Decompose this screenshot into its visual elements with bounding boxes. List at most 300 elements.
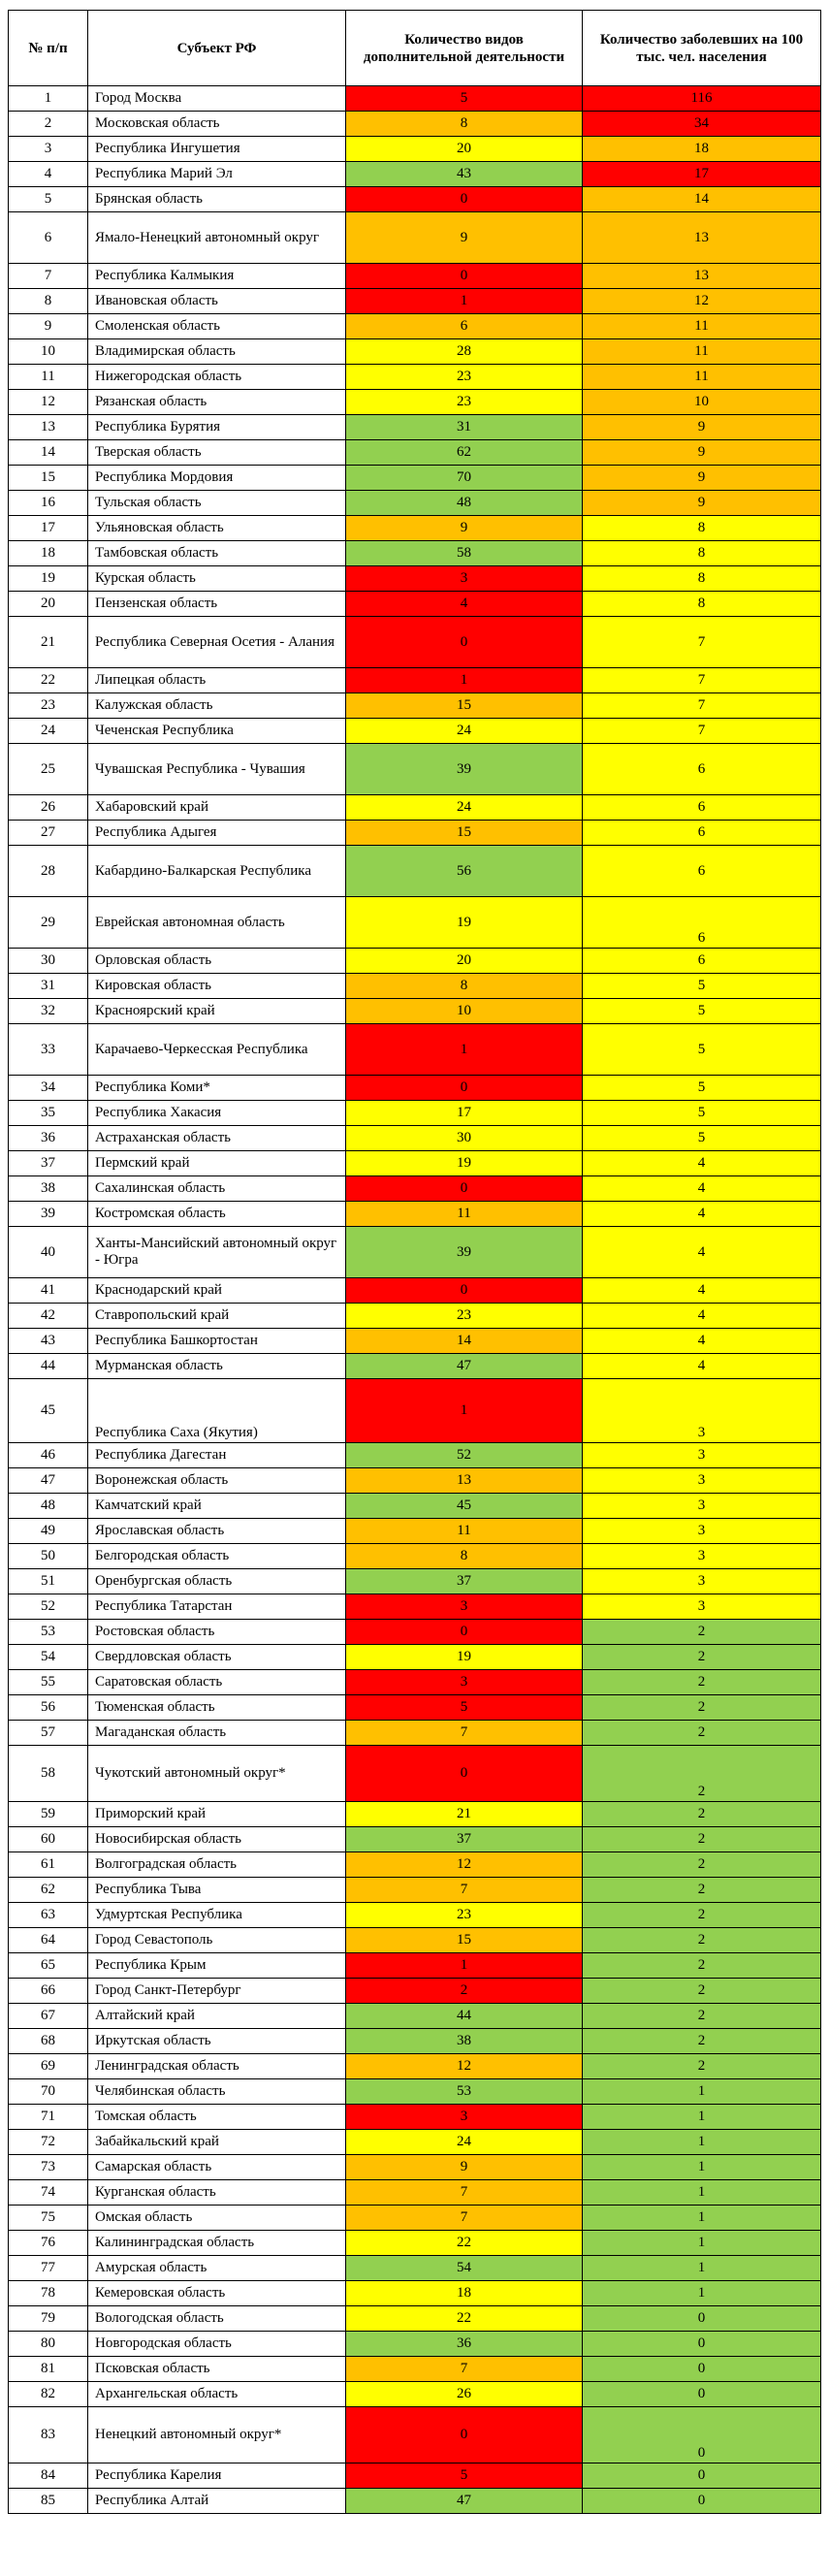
- cases-per-100k: 2: [583, 2029, 821, 2054]
- row-number: 11: [9, 365, 88, 390]
- regions-table-container: [8, 10, 820, 2514]
- cases-per-100k: 9: [583, 466, 821, 491]
- cases-per-100k: 6: [583, 949, 821, 974]
- header-row: [9, 11, 821, 86]
- cases-per-100k: 9: [583, 415, 821, 440]
- activities-count: 24: [346, 795, 583, 821]
- row-number: 33: [9, 1024, 88, 1076]
- table-row: [9, 2054, 821, 2079]
- activities-count: 8: [346, 974, 583, 999]
- table-row: [9, 390, 821, 415]
- row-number: 16: [9, 491, 88, 516]
- row-number: 63: [9, 1903, 88, 1928]
- cases-per-100k: 0: [583, 2382, 821, 2407]
- activities-count: 30: [346, 1126, 583, 1151]
- subject-name: Республика Карелия: [88, 2463, 346, 2489]
- cases-per-100k: 5: [583, 1076, 821, 1101]
- activities-count: 14: [346, 1329, 583, 1354]
- table-row: [9, 1329, 821, 1354]
- subject-name: Брянская область: [88, 187, 346, 212]
- row-number: 85: [9, 2489, 88, 2514]
- table-row: [9, 821, 821, 846]
- table-row: [9, 2332, 821, 2357]
- table-row: [9, 1695, 821, 1721]
- table-row: [9, 2180, 821, 2206]
- row-number: 44: [9, 1354, 88, 1379]
- activities-count: 7: [346, 2180, 583, 2206]
- subject-name: Республика Мордовия: [88, 466, 346, 491]
- row-number: 75: [9, 2206, 88, 2231]
- cases-per-100k: 8: [583, 566, 821, 592]
- activities-count: 0: [346, 1076, 583, 1101]
- table-row: [9, 1101, 821, 1126]
- subject-name: Республика Ингушетия: [88, 137, 346, 162]
- row-number: 73: [9, 2155, 88, 2180]
- cases-per-100k: 2: [583, 1721, 821, 1746]
- cases-per-100k: 2: [583, 1979, 821, 2004]
- cases-per-100k: 11: [583, 365, 821, 390]
- table-row: [9, 2256, 821, 2281]
- subject-name: Костромская область: [88, 1202, 346, 1227]
- activities-count: 21: [346, 1802, 583, 1827]
- subject-name: Курганская область: [88, 2180, 346, 2206]
- header-cases: Количество заболевших на 100 тыс. чел. населения: [583, 11, 821, 86]
- row-number: 84: [9, 2463, 88, 2489]
- cases-per-100k: 4: [583, 1354, 821, 1379]
- cases-per-100k: 5: [583, 999, 821, 1024]
- subject-name: Еврейская автономная область: [88, 897, 346, 949]
- activities-count: 7: [346, 1878, 583, 1903]
- subject-name: Вологодская область: [88, 2306, 346, 2332]
- cases-per-100k: 3: [583, 1468, 821, 1494]
- subject-name: Республика Марий Эл: [88, 162, 346, 187]
- activities-count: 44: [346, 2004, 583, 2029]
- cases-per-100k: 11: [583, 339, 821, 365]
- row-number: 49: [9, 1519, 88, 1544]
- row-number: 48: [9, 1494, 88, 1519]
- table-row: [9, 1126, 821, 1151]
- row-number: 60: [9, 1827, 88, 1852]
- subject-name: Ивановская область: [88, 289, 346, 314]
- subject-name: Чукотский автономный округ*: [88, 1746, 346, 1802]
- activities-count: 37: [346, 1827, 583, 1852]
- activities-count: 10: [346, 999, 583, 1024]
- row-number: 19: [9, 566, 88, 592]
- activities-count: 47: [346, 2489, 583, 2514]
- table-row: [9, 1519, 821, 1544]
- row-number: 14: [9, 440, 88, 466]
- table-row: [9, 617, 821, 668]
- activities-count: 47: [346, 1354, 583, 1379]
- activities-count: 13: [346, 1468, 583, 1494]
- activities-count: 12: [346, 2054, 583, 2079]
- row-number: 36: [9, 1126, 88, 1151]
- subject-name: Астраханская область: [88, 1126, 346, 1151]
- activities-count: 9: [346, 212, 583, 264]
- table-row: [9, 516, 821, 541]
- subject-name: Липецкая область: [88, 668, 346, 693]
- table-row: [9, 1953, 821, 1979]
- activities-count: 1: [346, 1953, 583, 1979]
- table-row: [9, 112, 821, 137]
- regions-table: [8, 10, 821, 2514]
- subject-name: Камчатский край: [88, 1494, 346, 1519]
- activities-count: 2: [346, 1979, 583, 2004]
- table-row: [9, 1024, 821, 1076]
- table-row: [9, 2281, 821, 2306]
- subject-name: Новосибирская область: [88, 1827, 346, 1852]
- subject-name: Красноярский край: [88, 999, 346, 1024]
- table-row: [9, 1569, 821, 1594]
- subject-name: Архангельская область: [88, 2382, 346, 2407]
- row-number: 78: [9, 2281, 88, 2306]
- row-number: 70: [9, 2079, 88, 2105]
- row-number: 31: [9, 974, 88, 999]
- cases-per-100k: 13: [583, 212, 821, 264]
- row-number: 68: [9, 2029, 88, 2054]
- table-row: [9, 1645, 821, 1670]
- row-number: 55: [9, 1670, 88, 1695]
- subject-name: Сахалинская область: [88, 1176, 346, 1202]
- table-row: [9, 314, 821, 339]
- cases-per-100k: 2: [583, 1802, 821, 1827]
- subject-name: Республика Коми*: [88, 1076, 346, 1101]
- row-number: 9: [9, 314, 88, 339]
- table-row: [9, 137, 821, 162]
- table-row: [9, 162, 821, 187]
- row-number: 28: [9, 846, 88, 897]
- activities-count: 53: [346, 2079, 583, 2105]
- subject-name: Калужская область: [88, 693, 346, 719]
- subject-name: Чеченская Республика: [88, 719, 346, 744]
- table-row: [9, 1151, 821, 1176]
- subject-name: Краснодарский край: [88, 1278, 346, 1304]
- table-row: [9, 1468, 821, 1494]
- subject-name: Республика Дагестан: [88, 1443, 346, 1468]
- subject-name: Кабардино-Балкарская Республика: [88, 846, 346, 897]
- cases-per-100k: 3: [583, 1594, 821, 1620]
- table-row: [9, 2357, 821, 2382]
- cases-per-100k: 6: [583, 897, 821, 949]
- row-number: 42: [9, 1304, 88, 1329]
- subject-name: Ростовская область: [88, 1620, 346, 1645]
- cases-per-100k: 8: [583, 541, 821, 566]
- subject-name: Тюменская область: [88, 1695, 346, 1721]
- subject-name: Республика Тыва: [88, 1878, 346, 1903]
- row-number: 45: [9, 1379, 88, 1443]
- table-row: [9, 2029, 821, 2054]
- subject-name: Свердловская область: [88, 1645, 346, 1670]
- cases-per-100k: 5: [583, 1101, 821, 1126]
- activities-count: 12: [346, 1852, 583, 1878]
- activities-count: 8: [346, 1544, 583, 1569]
- cases-per-100k: 2: [583, 2054, 821, 2079]
- row-number: 29: [9, 897, 88, 949]
- row-number: 38: [9, 1176, 88, 1202]
- subject-name: Ульяновская область: [88, 516, 346, 541]
- subject-name: Забайкальский край: [88, 2130, 346, 2155]
- table-row: [9, 2130, 821, 2155]
- activities-count: 11: [346, 1202, 583, 1227]
- activities-count: 20: [346, 949, 583, 974]
- cases-per-100k: 0: [583, 2306, 821, 2332]
- activities-count: 18: [346, 2281, 583, 2306]
- cases-per-100k: 1: [583, 2281, 821, 2306]
- row-number: 22: [9, 668, 88, 693]
- row-number: 39: [9, 1202, 88, 1227]
- cases-per-100k: 8: [583, 516, 821, 541]
- subject-name: Удмуртская Республика: [88, 1903, 346, 1928]
- table-row: [9, 365, 821, 390]
- activities-count: 7: [346, 2206, 583, 2231]
- table-row: [9, 897, 821, 949]
- table-row: [9, 1802, 821, 1827]
- subject-name: Магаданская область: [88, 1721, 346, 1746]
- activities-count: 19: [346, 1151, 583, 1176]
- cases-per-100k: 2: [583, 1878, 821, 1903]
- cases-per-100k: 1: [583, 2180, 821, 2206]
- subject-name: Белгородская область: [88, 1544, 346, 1569]
- table-row: [9, 187, 821, 212]
- row-number: 80: [9, 2332, 88, 2357]
- row-number: 54: [9, 1645, 88, 1670]
- activities-count: 0: [346, 1176, 583, 1202]
- activities-count: 15: [346, 821, 583, 846]
- table-row: [9, 1670, 821, 1695]
- row-number: 71: [9, 2105, 88, 2130]
- activities-count: 1: [346, 1024, 583, 1076]
- row-number: 18: [9, 541, 88, 566]
- row-number: 34: [9, 1076, 88, 1101]
- subject-name: Республика Адыгея: [88, 821, 346, 846]
- activities-count: 0: [346, 2407, 583, 2463]
- table-row: [9, 668, 821, 693]
- cases-per-100k: 0: [583, 2357, 821, 2382]
- activities-count: 5: [346, 1695, 583, 1721]
- table-row: [9, 1076, 821, 1101]
- row-number: 5: [9, 187, 88, 212]
- activities-count: 0: [346, 1278, 583, 1304]
- activities-count: 24: [346, 719, 583, 744]
- subject-name: Московская область: [88, 112, 346, 137]
- table-row: [9, 566, 821, 592]
- subject-name: Хабаровский край: [88, 795, 346, 821]
- cases-per-100k: 116: [583, 86, 821, 112]
- cases-per-100k: 1: [583, 2130, 821, 2155]
- activities-count: 22: [346, 2306, 583, 2332]
- cases-per-100k: 2: [583, 1852, 821, 1878]
- activities-count: 5: [346, 2463, 583, 2489]
- row-number: 8: [9, 289, 88, 314]
- activities-count: 39: [346, 744, 583, 795]
- row-number: 58: [9, 1746, 88, 1802]
- table-row: [9, 2004, 821, 2029]
- activities-count: 62: [346, 440, 583, 466]
- cases-per-100k: 4: [583, 1227, 821, 1278]
- activities-count: 6: [346, 314, 583, 339]
- subject-name: Тверская область: [88, 440, 346, 466]
- table-row: [9, 2382, 821, 2407]
- row-number: 81: [9, 2357, 88, 2382]
- activities-count: 1: [346, 668, 583, 693]
- subject-name: Кемеровская область: [88, 2281, 346, 2306]
- table-row: [9, 693, 821, 719]
- cases-per-100k: 4: [583, 1304, 821, 1329]
- table-row: [9, 1746, 821, 1802]
- cases-per-100k: 5: [583, 1126, 821, 1151]
- subject-name: Воронежская область: [88, 1468, 346, 1494]
- row-number: 2: [9, 112, 88, 137]
- activities-count: 26: [346, 2382, 583, 2407]
- table-row: [9, 1620, 821, 1645]
- table-row: [9, 2079, 821, 2105]
- row-number: 26: [9, 795, 88, 821]
- cases-per-100k: 1: [583, 2231, 821, 2256]
- cases-per-100k: 4: [583, 1278, 821, 1304]
- row-number: 67: [9, 2004, 88, 2029]
- header-num: № п/п: [9, 11, 88, 86]
- activities-count: 3: [346, 1594, 583, 1620]
- subject-name: Республика Бурятия: [88, 415, 346, 440]
- subject-name: Республика Саха (Якутия): [88, 1379, 346, 1443]
- subject-name: Кировская область: [88, 974, 346, 999]
- cases-per-100k: 3: [583, 1569, 821, 1594]
- table-row: [9, 949, 821, 974]
- table-row: [9, 1304, 821, 1329]
- activities-count: 58: [346, 541, 583, 566]
- cases-per-100k: 2: [583, 2004, 821, 2029]
- row-number: 4: [9, 162, 88, 187]
- cases-per-100k: 14: [583, 187, 821, 212]
- activities-count: 45: [346, 1494, 583, 1519]
- activities-count: 5: [346, 86, 583, 112]
- cases-per-100k: 2: [583, 1903, 821, 1928]
- row-number: 52: [9, 1594, 88, 1620]
- table-row: [9, 1544, 821, 1569]
- activities-count: 23: [346, 1903, 583, 1928]
- subject-name: Ямало-Ненецкий автономный округ: [88, 212, 346, 264]
- table-row: [9, 1379, 821, 1443]
- activities-count: 54: [346, 2256, 583, 2281]
- activities-count: 9: [346, 516, 583, 541]
- subject-name: Республика Башкортостан: [88, 1329, 346, 1354]
- cases-per-100k: 7: [583, 668, 821, 693]
- table-row: [9, 1903, 821, 1928]
- activities-count: 38: [346, 2029, 583, 2054]
- table-row: [9, 339, 821, 365]
- row-number: 53: [9, 1620, 88, 1645]
- activities-count: 1: [346, 1379, 583, 1443]
- cases-per-100k: 0: [583, 2489, 821, 2514]
- table-row: [9, 1202, 821, 1227]
- subject-name: Город Севастополь: [88, 1928, 346, 1953]
- row-number: 6: [9, 212, 88, 264]
- row-number: 51: [9, 1569, 88, 1594]
- table-row: [9, 541, 821, 566]
- row-number: 13: [9, 415, 88, 440]
- row-number: 17: [9, 516, 88, 541]
- subject-name: Карачаево-Черкесская Республика: [88, 1024, 346, 1076]
- activities-count: 19: [346, 897, 583, 949]
- subject-name: Смоленская область: [88, 314, 346, 339]
- row-number: 72: [9, 2130, 88, 2155]
- cases-per-100k: 4: [583, 1202, 821, 1227]
- cases-per-100k: 2: [583, 1827, 821, 1852]
- activities-count: 70: [346, 466, 583, 491]
- subject-name: Новгородская область: [88, 2332, 346, 2357]
- table-row: [9, 1443, 821, 1468]
- cases-per-100k: 3: [583, 1519, 821, 1544]
- subject-name: Самарская область: [88, 2155, 346, 2180]
- activities-count: 3: [346, 2105, 583, 2130]
- table-row: [9, 1354, 821, 1379]
- row-number: 3: [9, 137, 88, 162]
- row-number: 10: [9, 339, 88, 365]
- subject-name: Город Санкт-Петербург: [88, 1979, 346, 2004]
- activities-count: 0: [346, 187, 583, 212]
- activities-count: 0: [346, 1746, 583, 1802]
- table-row: [9, 1979, 821, 2004]
- cases-per-100k: 2: [583, 1695, 821, 1721]
- table-row: [9, 1176, 821, 1202]
- row-number: 35: [9, 1101, 88, 1126]
- subject-name: Рязанская область: [88, 390, 346, 415]
- subject-name: Чувашская Республика - Чувашия: [88, 744, 346, 795]
- cases-per-100k: 2: [583, 1928, 821, 1953]
- row-number: 76: [9, 2231, 88, 2256]
- table-row: [9, 491, 821, 516]
- cases-per-100k: 0: [583, 2407, 821, 2463]
- row-number: 69: [9, 2054, 88, 2079]
- table-row: [9, 264, 821, 289]
- table-row: [9, 592, 821, 617]
- table-header: [9, 11, 821, 86]
- subject-name: Оренбургская область: [88, 1569, 346, 1594]
- activities-count: 17: [346, 1101, 583, 1126]
- table-row: [9, 1594, 821, 1620]
- cases-per-100k: 6: [583, 744, 821, 795]
- row-number: 27: [9, 821, 88, 846]
- subject-name: Ханты-Мансийский автономный округ - Югра: [88, 1227, 346, 1278]
- row-number: 79: [9, 2306, 88, 2332]
- table-row: [9, 466, 821, 491]
- activities-count: 23: [346, 365, 583, 390]
- table-row: [9, 719, 821, 744]
- row-number: 15: [9, 466, 88, 491]
- row-number: 7: [9, 264, 88, 289]
- subject-name: Ненецкий автономный округ*: [88, 2407, 346, 2463]
- activities-count: 8: [346, 112, 583, 137]
- activities-count: 20: [346, 137, 583, 162]
- cases-per-100k: 7: [583, 693, 821, 719]
- subject-name: Псковская область: [88, 2357, 346, 2382]
- cases-per-100k: 9: [583, 440, 821, 466]
- subject-name: Ярославская область: [88, 1519, 346, 1544]
- activities-count: 28: [346, 339, 583, 365]
- cases-per-100k: 2: [583, 1953, 821, 1979]
- activities-count: 4: [346, 592, 583, 617]
- cases-per-100k: 2: [583, 1645, 821, 1670]
- activities-count: 37: [346, 1569, 583, 1594]
- subject-name: Нижегородская область: [88, 365, 346, 390]
- table-row: [9, 2105, 821, 2130]
- table-row: [9, 1278, 821, 1304]
- subject-name: Омская область: [88, 2206, 346, 2231]
- activities-count: 52: [346, 1443, 583, 1468]
- table-row: [9, 1227, 821, 1278]
- table-row: [9, 2231, 821, 2256]
- cases-per-100k: 18: [583, 137, 821, 162]
